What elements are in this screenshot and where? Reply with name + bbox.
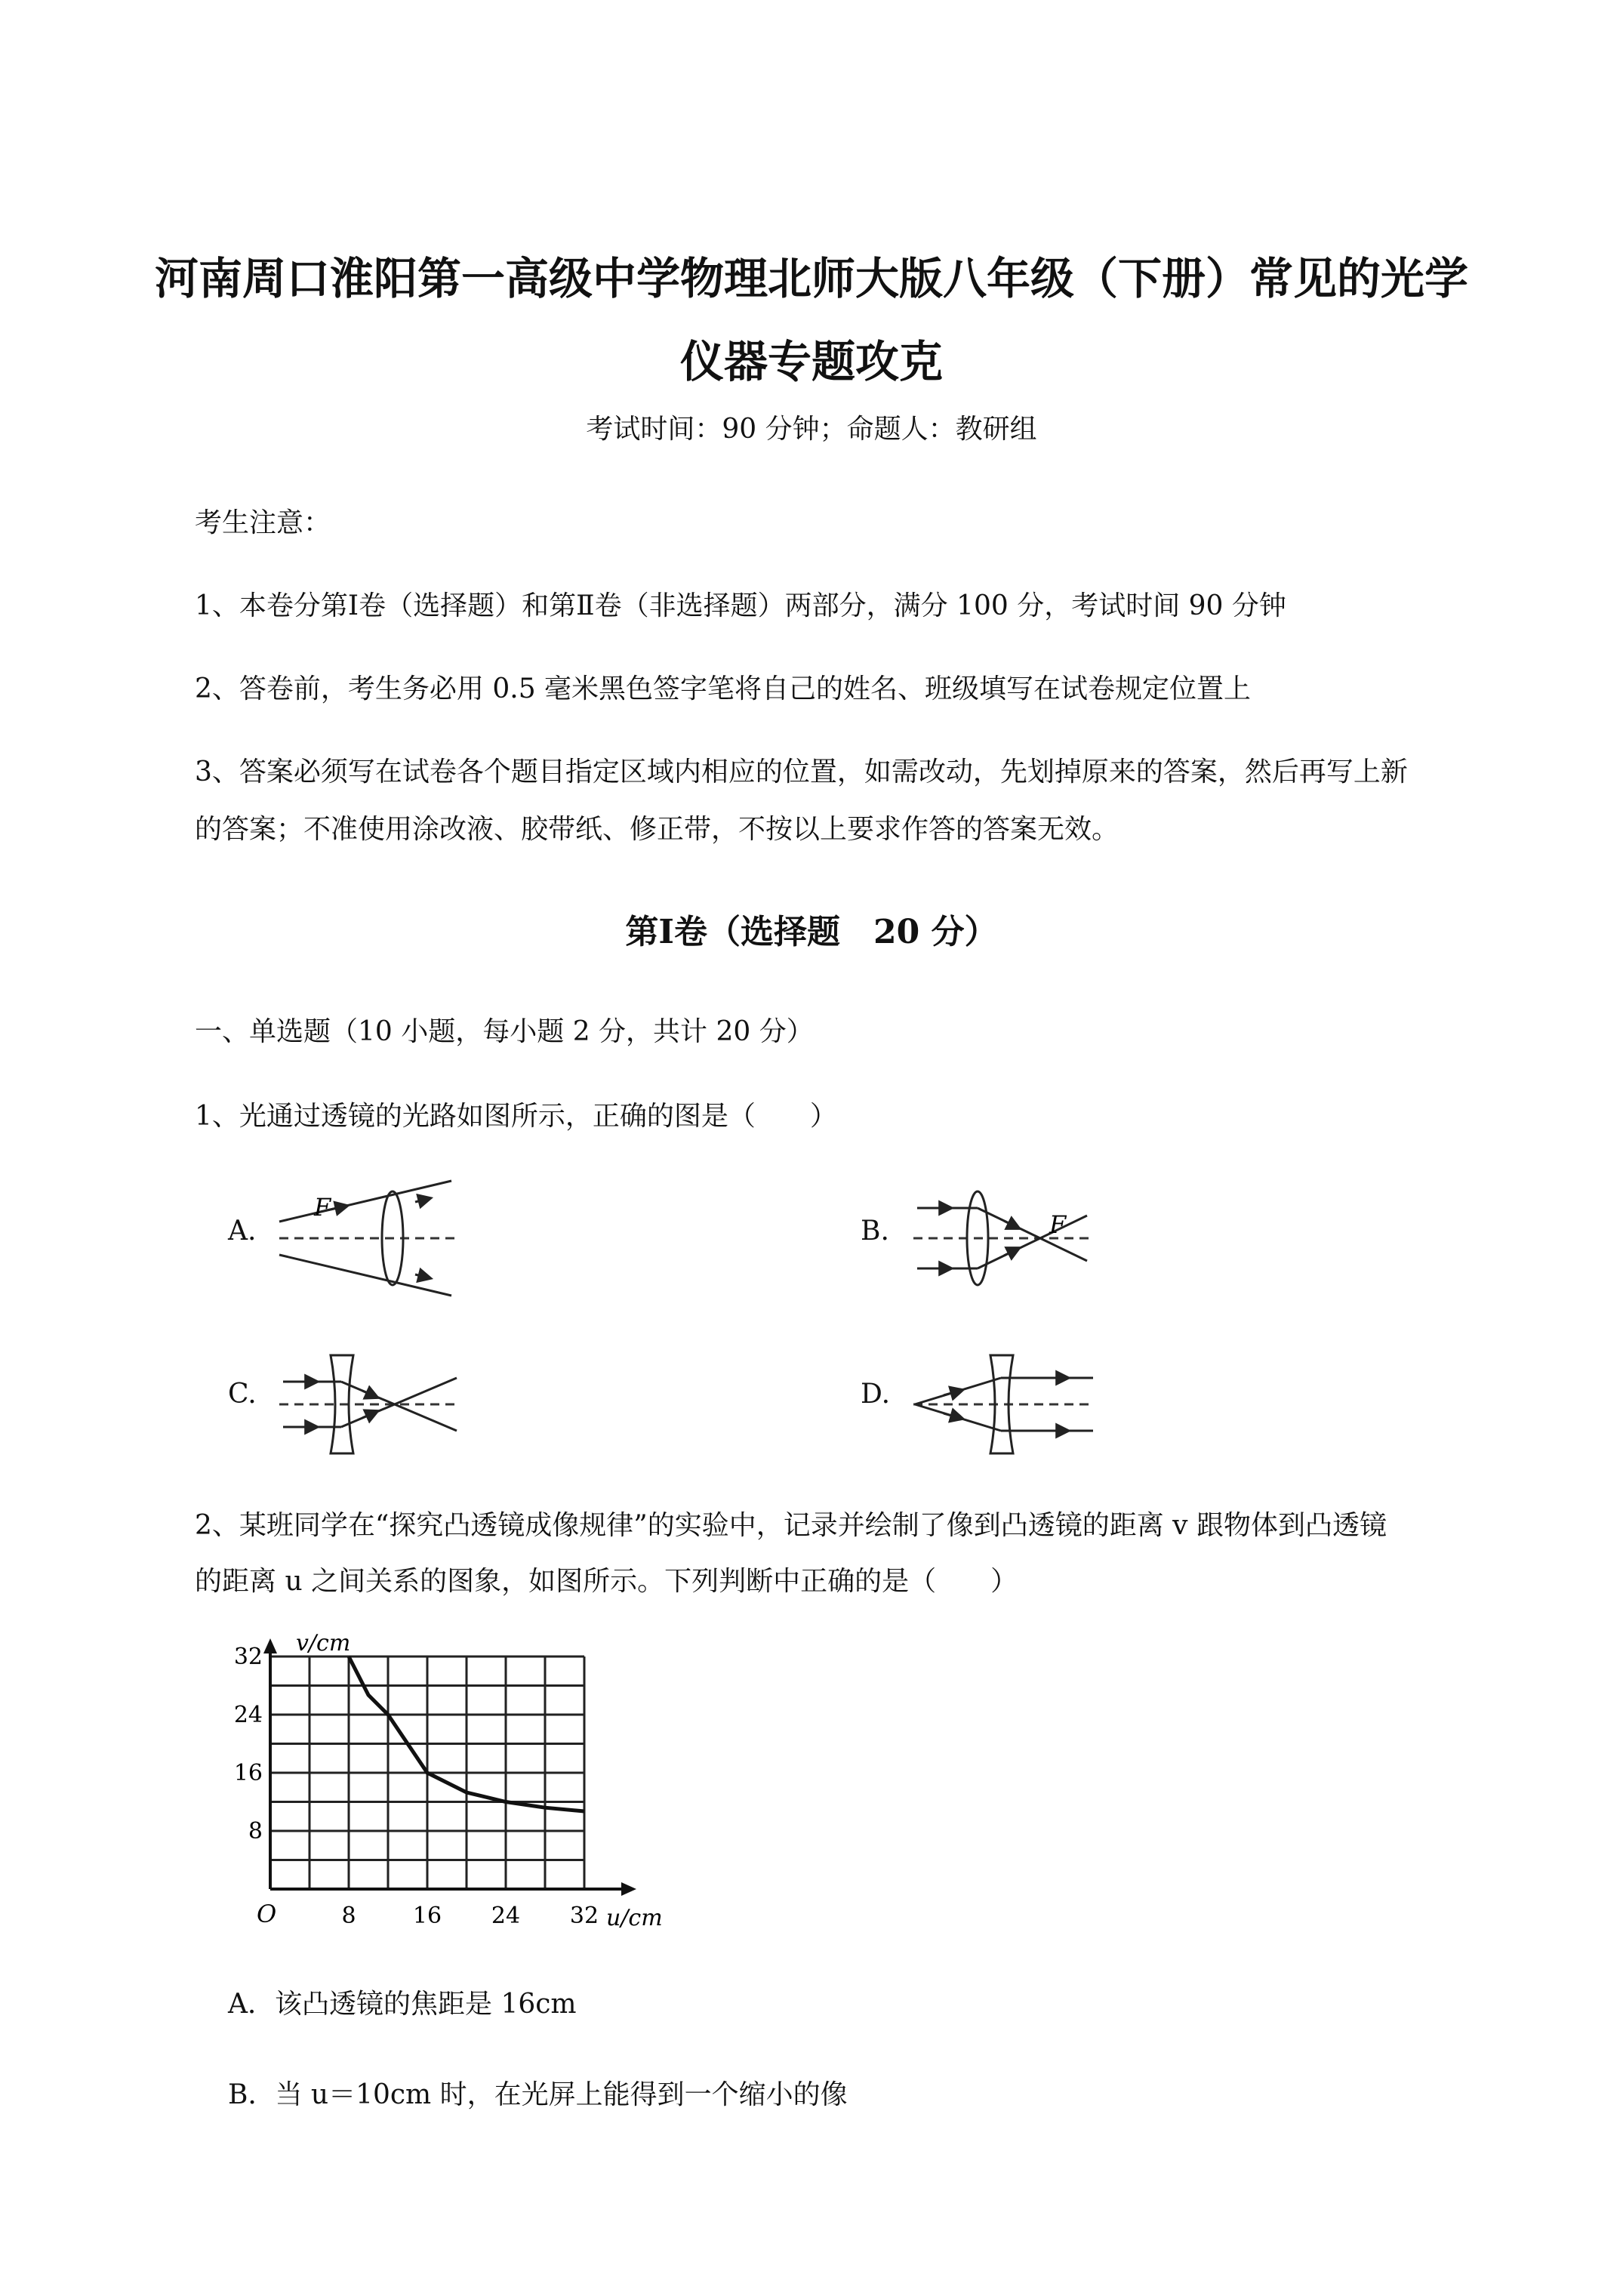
chart-x-axis-arrow bbox=[621, 1882, 636, 1896]
chart-y-axis-label: v/cm bbox=[296, 1630, 351, 1657]
q1-option-d-label[interactable]: D. bbox=[861, 1379, 891, 1410]
q2-option-a[interactable]: A．该凸透镜的焦距是 16cm bbox=[228, 1989, 577, 2020]
q1-a-focus-label: F bbox=[314, 1193, 331, 1222]
q2-stem-line2: 的距离 u 之间关系的图象，如图所示。下列判断中正确的是（ ） bbox=[195, 1566, 1018, 1597]
chart-x-tick-label: 8 bbox=[341, 1903, 356, 1929]
q1-option-a-label[interactable]: A. bbox=[228, 1216, 257, 1247]
chart-y-tick-label: 8 bbox=[248, 1818, 263, 1845]
q1-diagram-d bbox=[906, 1348, 1102, 1461]
q1-diagram-b bbox=[906, 1182, 1102, 1295]
chart-x-tick-label: 16 bbox=[412, 1903, 442, 1929]
q2-option-b[interactable]: B．当 u＝10cm 时，在光屏上能得到一个缩小的像 bbox=[228, 2079, 848, 2110]
chart-y-tick-label: 16 bbox=[233, 1760, 263, 1786]
notice-item-2: 2、答卷前，考生务必用 0.5 毫米黑色签字笔将自己的姓名、班级填写在试卷规定位置上 bbox=[195, 673, 1252, 704]
chart-x-axis-label: u/cm bbox=[606, 1905, 663, 1931]
chart-y-tick-label: 32 bbox=[233, 1644, 263, 1670]
exam-subtitle: 考试时间：90 分钟；命题人：教研组 bbox=[586, 414, 1037, 445]
q2-v-u-chart bbox=[233, 1630, 710, 1933]
q1-diagram-a bbox=[272, 1178, 468, 1299]
q1-b-focus-label: F bbox=[1049, 1210, 1067, 1239]
chart-y-tick-label: 24 bbox=[233, 1702, 263, 1728]
notice-item-3: 3、答案必须写在试卷各个题目指定区域内相应的位置，如需改动，先划掉原来的答案，然后再写上新 bbox=[195, 757, 1408, 787]
q1-stem: 1、光通过透镜的光路如图所示，正确的图是（ ） bbox=[195, 1101, 837, 1132]
notice-item-1: 1、本卷分第Ⅰ卷（选择题）和第Ⅱ卷（非选择题）两部分，满分 100 分，考试时间 90 分钟 bbox=[195, 590, 1286, 621]
chart-origin-label: O bbox=[257, 1900, 277, 1928]
q1-diagram-c bbox=[272, 1348, 468, 1461]
notice-item-3-cont: 的答案；不准使用涂改液、胶带纸、修正带，不按以上要求作答的答案无效。 bbox=[195, 814, 1119, 845]
section-title: 第Ⅰ卷（选择题 20 分） bbox=[625, 913, 998, 951]
page-title-line1: 河南周口淮阳第一高级中学物理北师大版八年级（下册）常见的光学 bbox=[154, 253, 1468, 304]
q1-option-b-label[interactable]: B. bbox=[861, 1216, 889, 1247]
page-title-line2: 仪器专题攻克 bbox=[679, 336, 943, 387]
chart-y-axis-arrow bbox=[263, 1638, 277, 1653]
chart-x-tick-label: 32 bbox=[569, 1903, 599, 1929]
notice-heading: 考生注意： bbox=[195, 507, 331, 538]
chart-x-tick-label: 24 bbox=[491, 1903, 521, 1929]
q1-option-c-label[interactable]: C. bbox=[228, 1379, 257, 1410]
part-title: 一、单选题（10 小题，每小题 2 分，共计 20 分） bbox=[195, 1016, 814, 1047]
q2-stem-line1: 2、某班同学在“探究凸透镜成像规律”的实验中，记录并绘制了像到凸透镜的距离 v 跟物体到凸透镜 bbox=[195, 1510, 1387, 1541]
chart-axes bbox=[263, 1638, 636, 1896]
